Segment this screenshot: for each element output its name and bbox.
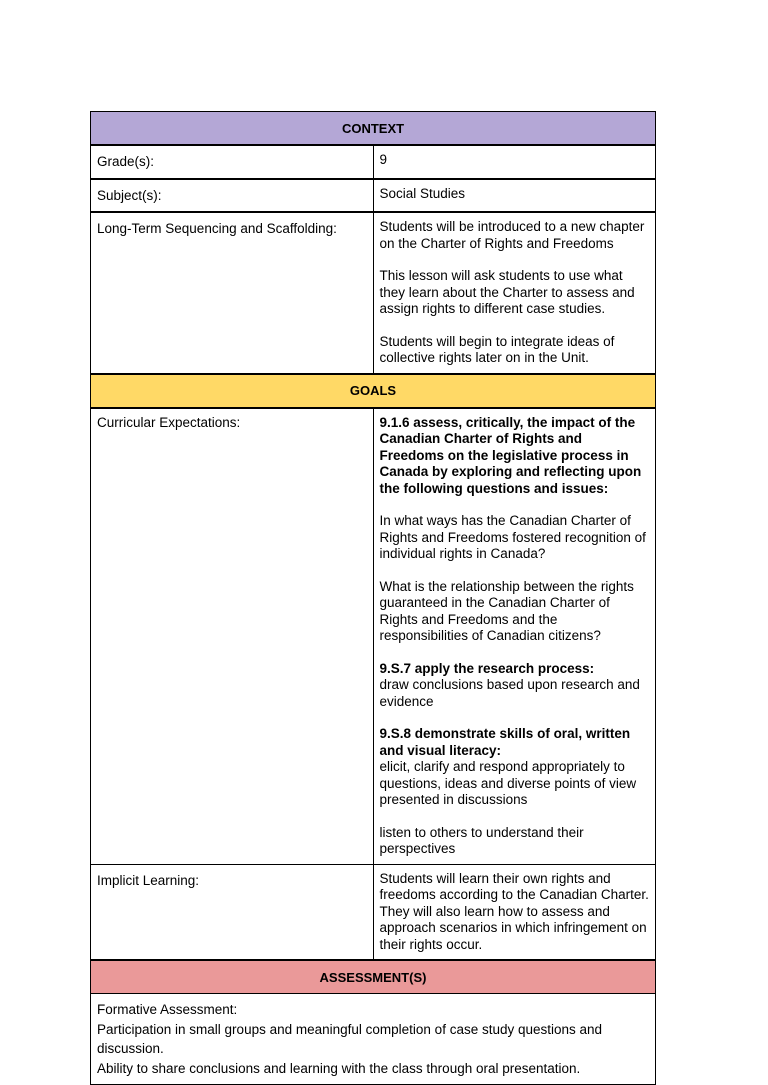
assessment-line: Formative Assessment: xyxy=(97,1002,238,1017)
expectation-s7-title: 9.S.7 apply the research process: xyxy=(379,660,595,676)
grade-label: Grade(s): xyxy=(91,145,374,179)
implicit-label: Implicit Learning: xyxy=(91,864,374,960)
sequencing-paragraph: Students will begin to integrate ideas of collective rights later on in the Unit. xyxy=(379,333,615,365)
question-text: What is the relationship between the rights guaranteed in the Canadian Charter of Rights and Freedoms and the responsibilities of Canadian citizens? xyxy=(379,578,634,643)
implicit-value: Students will learn their own rights and freedoms according to the Canadian Charter. They will also learn how to assess and approach scenarios in which infringement on their rights occur. xyxy=(373,864,656,960)
assessment-line: Ability to share conclusions and learning with the class through oral presentation. xyxy=(97,1060,581,1076)
context-header: CONTEXT xyxy=(91,112,656,146)
curricular-value xyxy=(373,408,656,865)
lesson-plan-table xyxy=(90,111,656,1085)
assessment-header: ASSESSMENT(S) xyxy=(91,960,656,994)
curricular-label: Curricular Expectations: xyxy=(91,408,374,865)
grade-value: 9 xyxy=(373,145,656,179)
expectation-s8-text: elicit, clarify and respond appropriately to questions, ideas and diverse points of view presented in discussions xyxy=(379,759,637,807)
sequencing-paragraph: This lesson will ask students to use what they learn about the Charter to assess and assign rights to different case studies. xyxy=(379,268,635,316)
sequencing-paragraph: Students will be introduced to a new chapter on the Charter of Rights and Freedoms xyxy=(379,219,645,251)
subject-label: Subject(s): xyxy=(91,179,374,213)
assessment-line: Participation in small groups and meaningful completion of case study questions and discussion. xyxy=(97,1021,603,1056)
sequencing-value xyxy=(373,212,656,374)
subject-value: Social Studies xyxy=(373,179,656,213)
question-text: In what ways has the Canadian Charter of Rights and Freedoms fostered recognition of individual rights in Canada? xyxy=(379,513,646,561)
goals-header: GOALS xyxy=(91,374,656,408)
expectation-s8-title: 9.S.8 demonstrate skills of oral, written and visual literacy: xyxy=(379,726,631,758)
expectation-s7-text: draw conclusions based upon research and evidence xyxy=(379,677,640,709)
expectation-916: 9.1.6 assess, critically, the impact of the Canadian Charter of Rights and Freedoms on the legislative process in Canada by exploring and reflecting upon the following questions and issues: xyxy=(379,414,642,496)
sequencing-label: Long-Term Sequencing and Scaffolding: xyxy=(91,212,374,374)
assessment-content xyxy=(91,994,656,1085)
expectation-s8-text-2: listen to others to understand their perspectives xyxy=(379,824,584,856)
